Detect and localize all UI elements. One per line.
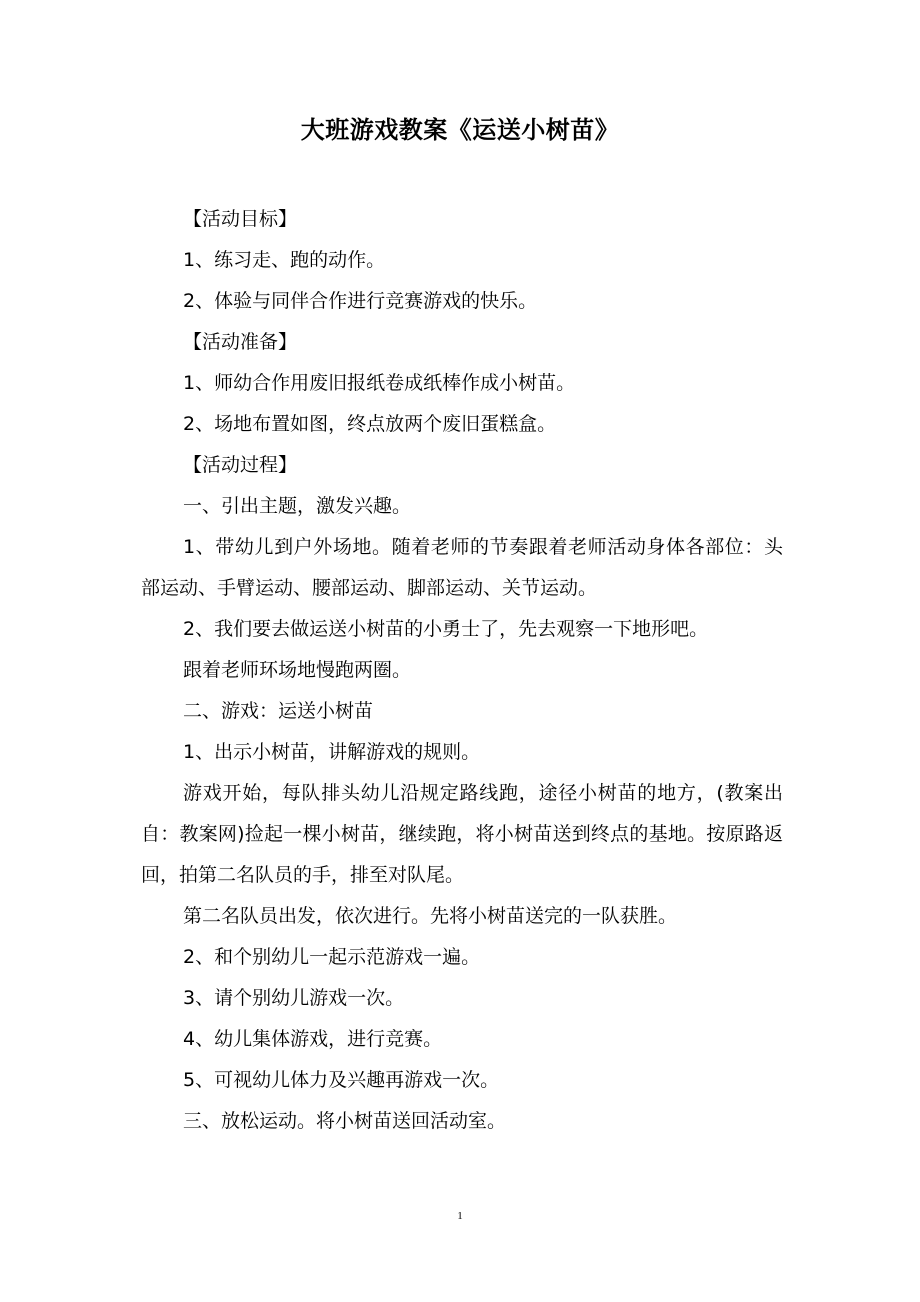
paragraph: 1、出示小树苗，讲解游戏的规则。 <box>183 741 481 763</box>
paragraph: 2、我们要去做运送小树苗的小勇士了，先去观察一下地形吧。 <box>183 618 709 640</box>
paragraph: 三、放松运动。将小树苗送回活动室。 <box>183 1110 507 1132</box>
paragraph: 1、带幼儿到户外场地。随着老师的节奏跟着老师活动身体各部位：头部运动、手臂运动、腰部运动、脚部运动、关节运动。 <box>141 536 783 599</box>
section-heading-process: 【活动过程】 <box>183 454 298 476</box>
paragraph: 2、和个别幼儿一起示范游戏一遍。 <box>183 946 481 968</box>
section-heading-preparation: 【活动准备】 <box>183 331 298 353</box>
paragraph: 2、场地布置如图，终点放两个废旧蛋糕盒。 <box>183 413 557 435</box>
paragraph: 3、请个别幼儿游戏一次。 <box>183 987 405 1009</box>
document-title: 大班游戏教案《运送小树苗》 <box>300 116 620 144</box>
paragraph: 5、可视幼儿体力及兴趣再游戏一次。 <box>183 1069 500 1091</box>
paragraph: 跟着老师环场地慢跑两圈。 <box>183 659 412 681</box>
section-heading-goals: 【活动目标】 <box>183 208 298 230</box>
paragraph: 1、师幼合作用废旧报纸卷成纸棒作成小树苗。 <box>183 372 576 394</box>
paragraph: 1、练习走、跑的动作。 <box>183 249 386 271</box>
paragraph: 2、体验与同伴合作进行竞赛游戏的快乐。 <box>183 290 538 312</box>
paragraph: 游戏开始，每队排头幼儿沿规定路线跑，途径小树苗的地方，(教案出自：教案网)捡起一棵小树苗，继续跑，将小树苗送到终点的基地。按原路返回，拍第二名队员的手，排至对队尾。 <box>141 782 783 886</box>
paragraph: 二、游戏：运送小树苗 <box>183 700 374 722</box>
paragraph: 一、引出主题，激发兴趣。 <box>183 495 412 517</box>
page-number: 1 <box>457 1210 463 1222</box>
paragraph: 4、幼儿集体游戏，进行竞赛。 <box>183 1028 443 1050</box>
document-body <box>141 199 783 1142</box>
paragraph: 第二名队员出发，依次进行。先将小树苗送完的一队获胜。 <box>183 905 678 927</box>
